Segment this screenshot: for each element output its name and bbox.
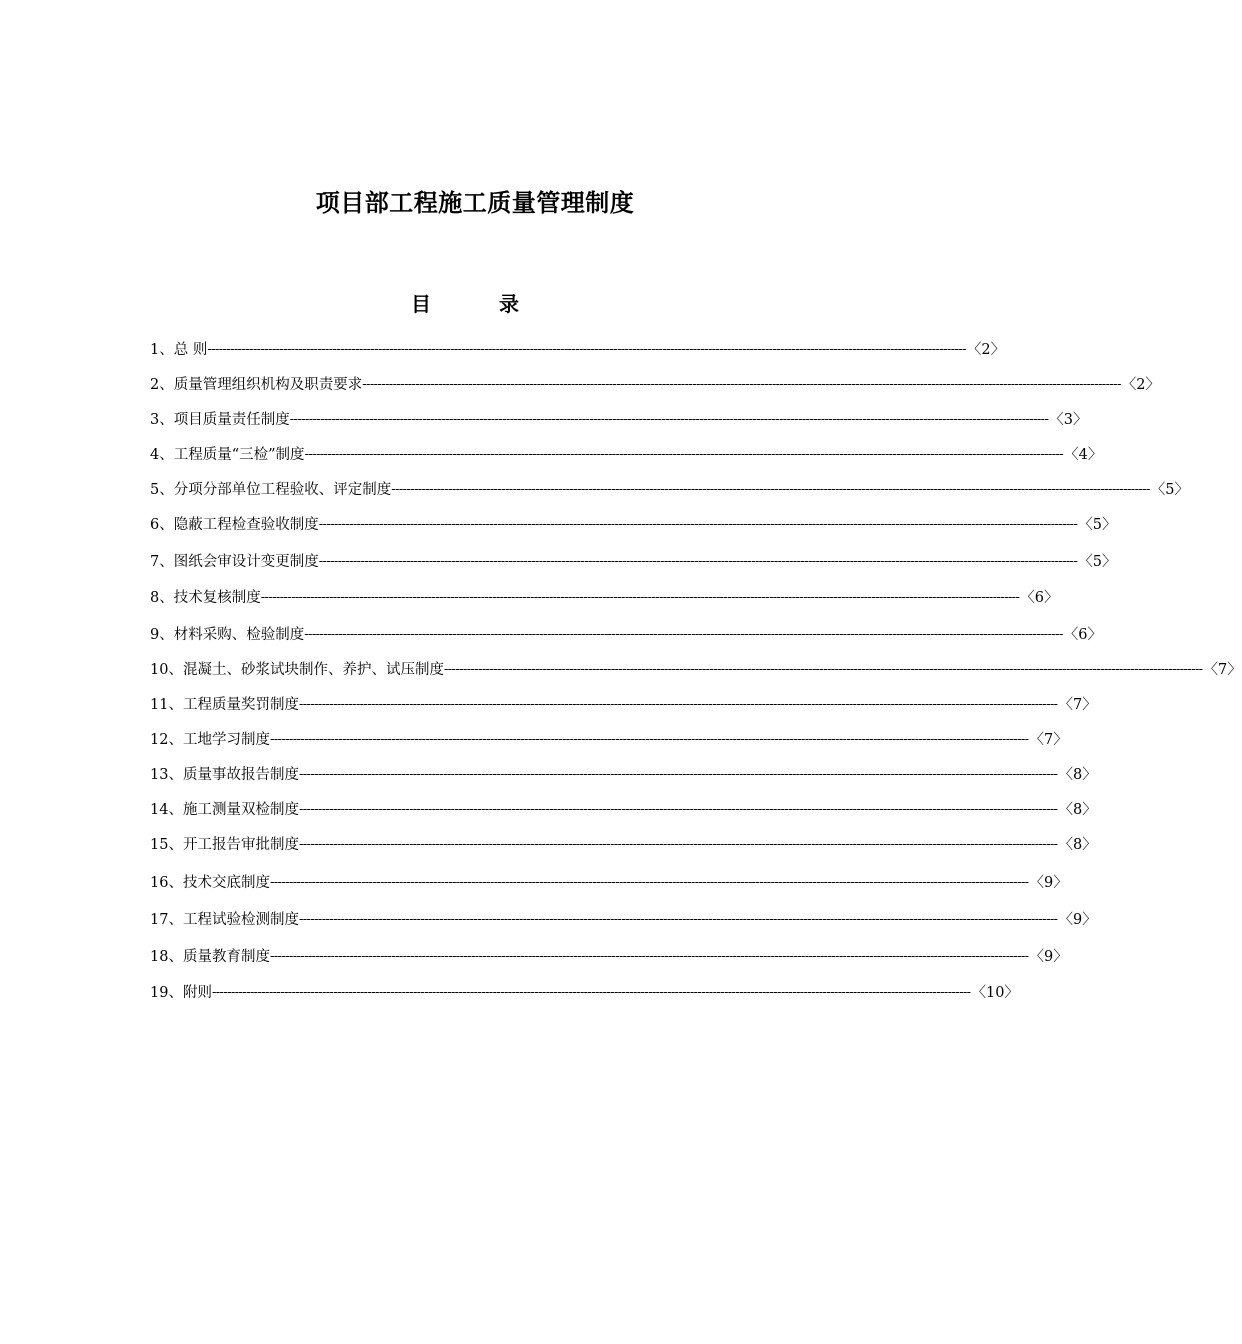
toc-dot-leader: -------------------------------------------------------------------------------------------------------------------------------------------------------------------------------------------------------- xyxy=(443,662,1203,677)
toc-entry-label: 17、工程试验检测制度 xyxy=(150,912,299,928)
toc-entry-page: 〈3〉 xyxy=(1049,412,1088,428)
toc-entry-page: 〈7〉 xyxy=(1029,732,1068,748)
toc-entry xyxy=(150,695,1097,715)
toc-entry xyxy=(150,410,1088,430)
toc-dot-leader: -------------------------------------------------------------------------------------------------------------------------------------------------------------------------------------------------------- xyxy=(318,554,1078,569)
toc-entry xyxy=(150,730,1068,750)
toc-entry xyxy=(150,375,1160,395)
toc-dot-leader: -------------------------------------------------------------------------------------------------------------------------------------------------------------------------------------------------------- xyxy=(298,837,1058,852)
toc-entry xyxy=(150,800,1097,820)
toc-entry xyxy=(150,947,1068,967)
toc-entry xyxy=(150,835,1097,855)
toc-entry-label: 4、工程质量“三检”制度 xyxy=(150,447,305,463)
toc-entry-label: 16、技术交底制度 xyxy=(150,875,270,891)
toc-entry xyxy=(150,983,1019,1003)
toc-dot-leader: -------------------------------------------------------------------------------------------------------------------------------------------------------------------------------------------------------- xyxy=(260,590,1020,605)
toc-dot-leader: -------------------------------------------------------------------------------------------------------------------------------------------------------------------------------------------------------- xyxy=(211,985,971,1000)
toc-entry-label: 9、材料采购、检验制度 xyxy=(150,627,305,643)
toc-dot-leader: -------------------------------------------------------------------------------------------------------------------------------------------------------------------------------------------------------- xyxy=(362,377,1121,392)
toc-dot-leader: -------------------------------------------------------------------------------------------------------------------------------------------------------------------------------------------------------- xyxy=(391,482,1150,497)
toc-dot-leader: -------------------------------------------------------------------------------------------------------------------------------------------------------------------------------------------------------- xyxy=(298,697,1058,712)
toc-entry xyxy=(150,660,1242,680)
toc-entry-label: 3、项目质量责任制度 xyxy=(150,412,290,428)
toc-entry xyxy=(150,910,1097,930)
toc-dot-leader: -------------------------------------------------------------------------------------------------------------------------------------------------------------------------------------------------------- xyxy=(318,517,1078,532)
toc-heading-left: 目 xyxy=(411,292,431,316)
toc-entry-label: 14、施工测量双检制度 xyxy=(150,802,299,818)
toc-entry-page: 〈9〉 xyxy=(1058,912,1097,928)
toc-entry-label: 2、质量管理组织机构及职责要求 xyxy=(150,377,363,393)
toc-entry-label: 12、工地学习制度 xyxy=(150,732,270,748)
toc-entry xyxy=(150,873,1068,893)
toc-dot-leader: -------------------------------------------------------------------------------------------------------------------------------------------------------------------------------------------------------- xyxy=(298,767,1058,782)
toc-dot-leader: -------------------------------------------------------------------------------------------------------------------------------------------------------------------------------------------------------- xyxy=(304,627,1063,642)
toc-entry xyxy=(150,552,1117,572)
toc-entry-page: 〈5〉 xyxy=(1078,517,1117,533)
document-title: 项目部工程施工质量管理制度 xyxy=(315,188,635,217)
toc-entry-page: 〈9〉 xyxy=(1029,949,1068,965)
toc-entry-page: 〈5〉 xyxy=(1078,554,1117,570)
toc-entry-page: 〈7〉 xyxy=(1058,697,1097,713)
toc-entry-label: 15、开工报告审批制度 xyxy=(150,837,299,853)
toc-entry-page: 〈2〉 xyxy=(966,342,1006,358)
toc-entry-label: 18、质量教育制度 xyxy=(150,949,270,965)
toc-dot-leader: -------------------------------------------------------------------------------------------------------------------------------------------------------------------------------------------------------- xyxy=(269,732,1029,747)
toc-entry-label: 11、工程质量奖罚制度 xyxy=(150,697,299,713)
toc-dot-leader: -------------------------------------------------------------------------------------------------------------------------------------------------------------------------------------------------------- xyxy=(289,412,1049,427)
toc-entry-page: 〈7〉 xyxy=(1203,662,1242,678)
toc-entry-page: 〈6〉 xyxy=(1020,590,1059,606)
toc-entry-label: 1、总 则 xyxy=(150,342,208,358)
toc-heading-right: 录 xyxy=(499,292,519,316)
toc-dot-leader: -------------------------------------------------------------------------------------------------------------------------------------------------------------------------------------------------------- xyxy=(269,875,1029,890)
toc-entry-label: 8、技术复核制度 xyxy=(150,590,261,606)
toc-entry-label: 10、混凝土、砂浆试块制作、养护、试压制度 xyxy=(150,662,444,678)
toc-dot-leader: -------------------------------------------------------------------------------------------------------------------------------------------------------------------------------------------------------- xyxy=(298,912,1058,927)
toc-entry-label: 5、分项分部单位工程验收、评定制度 xyxy=(150,482,392,498)
toc-entry xyxy=(150,480,1189,500)
toc-entry-page: 〈8〉 xyxy=(1058,767,1097,783)
toc-entry-page: 〈8〉 xyxy=(1058,837,1097,853)
toc-entry xyxy=(150,515,1117,535)
toc-entry-label: 7、图纸会审设计变更制度 xyxy=(150,554,319,570)
toc-entry-page: 〈6〉 xyxy=(1063,627,1102,643)
toc-dot-leader: -------------------------------------------------------------------------------------------------------------------------------------------------------------------------------------------------------- xyxy=(207,342,966,357)
toc-entry xyxy=(150,765,1097,785)
toc-entry-label: 19、附则 xyxy=(150,985,212,1001)
toc-entry-label: 6、隐蔽工程检查验收制度 xyxy=(150,517,319,533)
toc-dot-leader: -------------------------------------------------------------------------------------------------------------------------------------------------------------------------------------------------------- xyxy=(269,949,1029,964)
toc-entry-page: 〈8〉 xyxy=(1058,802,1097,818)
toc-heading xyxy=(0,288,930,317)
toc-entry-page: 〈5〉 xyxy=(1150,482,1189,498)
toc-entry-label: 13、质量事故报告制度 xyxy=(150,767,299,783)
toc-dot-leader: -------------------------------------------------------------------------------------------------------------------------------------------------------------------------------------------------------- xyxy=(304,447,1064,462)
toc-entry-page: 〈2〉 xyxy=(1121,377,1160,393)
toc-entry-page: 〈4〉 xyxy=(1064,447,1103,463)
toc-entry-page: 〈10〉 xyxy=(971,985,1019,1001)
toc-entry xyxy=(150,588,1059,608)
toc-entry xyxy=(150,340,1006,360)
toc-entry xyxy=(150,445,1103,465)
toc-dot-leader: -------------------------------------------------------------------------------------------------------------------------------------------------------------------------------------------------------- xyxy=(298,802,1058,817)
toc-entry xyxy=(150,625,1102,645)
toc-entry-page: 〈9〉 xyxy=(1029,875,1068,891)
